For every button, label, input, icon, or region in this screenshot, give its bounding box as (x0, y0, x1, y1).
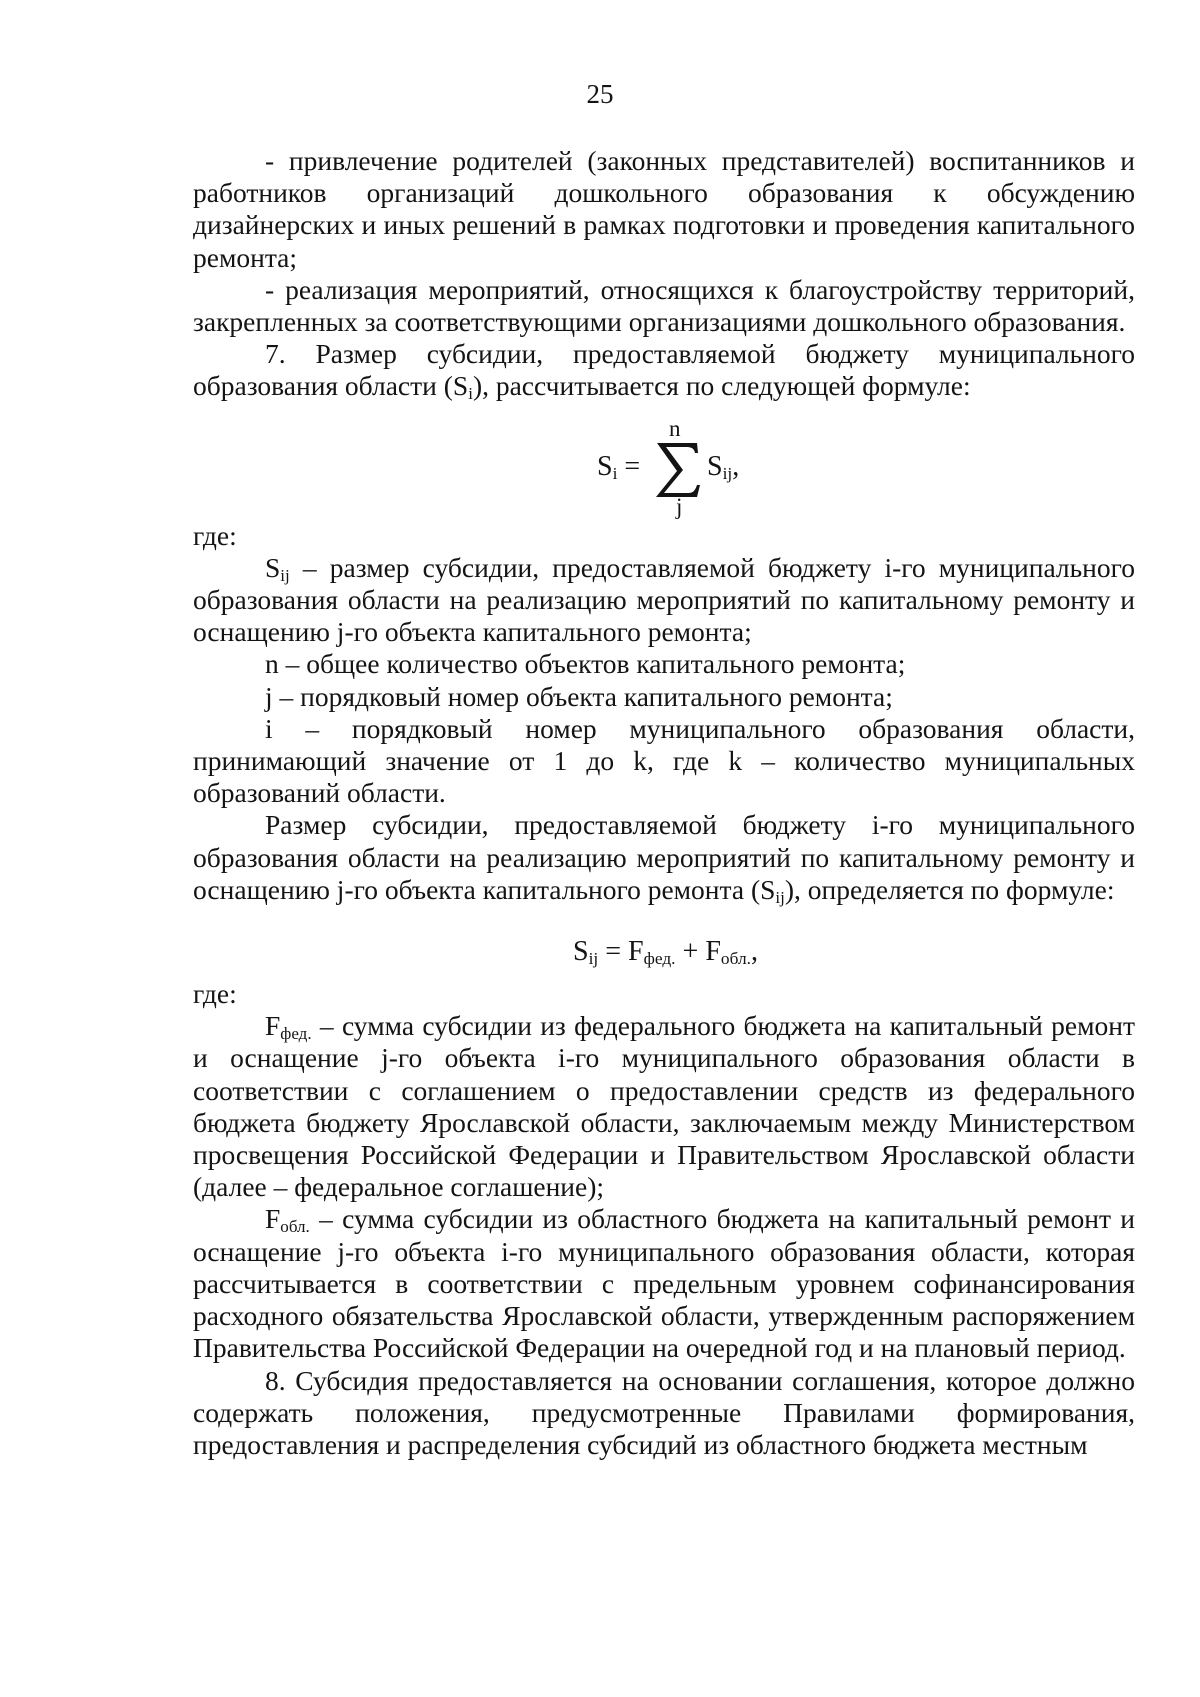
formula2-term2-sub: обл. (720, 948, 751, 968)
definition-n: n – общее количество объектов капитального ремонта; (265, 648, 906, 680)
p7-text-before: 7. Размер субсидии, предоставляемой бюджету муниципального образования области (S (193, 338, 1135, 402)
formula-sij (193, 914, 1135, 978)
formula2-term2-symbol: F (705, 936, 721, 968)
def-ffed-symbol: F (265, 1010, 281, 1042)
paragraph-7-subsidy-size (193, 338, 1135, 402)
sum-lower-index: j (676, 493, 683, 519)
formula1-rhs (707, 451, 739, 483)
formula2-equals: = (598, 936, 629, 968)
def-fobl-text: – сумма субсидии из областного бюджета на капитальный ремонт и оснащение j-го объекта i-го муниципального образования области, которая рассчитывается в соответствии с предельным уровнем софинансирования расходного обязательства Ярославской области, утвержденным распоряжением Правительства Российской Федерации на очередной год и на плановый период. (193, 1203, 1135, 1364)
def-fobl-sub: обл. (280, 1217, 310, 1237)
formula2-lhs-sub: ij (588, 948, 599, 968)
formula1-lhs (597, 451, 640, 483)
paragraph-landscaping: - реализация мероприятий, относящихся к благоустройству территорий, закрепленных за соответствующими организациями дошкольного образования. (193, 273, 1135, 338)
definition-i: i – порядковый номер муниципального образования области, принимающий значение от 1 до k, где k – количество муниципальных образований области. (193, 712, 1135, 809)
paragraph-sij-size (193, 809, 1135, 906)
definition-ffed (193, 1010, 1135, 1203)
def-sij-sub: ij (280, 565, 290, 585)
formula1-rhs-symbol: S (707, 450, 723, 482)
definition-fobl (193, 1203, 1135, 1364)
def-sij-text: – размер субсидии, предоставляемой бюджету i-го муниципального образования области на реализацию мероприятий по капитальному ремонту и оснащению j-го объекта капитального ремонта; (193, 551, 1135, 648)
formula2-expression (573, 936, 758, 968)
p7-subscript: i (468, 384, 473, 404)
page-number: 25 (586, 79, 614, 109)
def-ffed-sub: фед. (280, 1024, 312, 1044)
formula1-lhs-symbol: S (597, 450, 613, 482)
p-sij-subscript: ij (775, 887, 785, 907)
formula1-lhs-sub: i (612, 463, 618, 483)
def-fobl-symbol: F (265, 1203, 281, 1235)
sum-upper-limit: n (669, 415, 681, 441)
paragraph-involvement: - привлечение родителей (законных представителей) воспитанников и работников организаций дошкольного образования к обсуждению дизайнерских и иных решений в рамках подготовки и проведения капитального ремонта; (193, 145, 1135, 273)
p-sij-text-before: Размер субсидии, предоставляемой бюджету i-го муниципального образования области на реализацию мероприятий по капитальному ремонту и оснащению j-го объекта капитального ремонта (S (193, 809, 1135, 905)
document-body (193, 145, 1135, 1461)
p-sij-text-after: ), определяется по формуле: (784, 873, 1115, 905)
formula2-lhs-symbol: S (573, 936, 589, 968)
formula2-term1-sub: фед. (643, 948, 676, 968)
formula2-term1-symbol: F (628, 936, 644, 968)
formula2-tail: , (750, 936, 758, 968)
definition-j: j – порядковый номер объекта капитального ремонта; (265, 680, 893, 712)
paragraph-8-agreement: 8. Субсидия предоставляется на основании соглашения, которое должно содержать положения, предусмотренные Правилами формирования, предоставления и распределения субсидий из областного бюджета местным (193, 1364, 1135, 1460)
formula-sum-si (193, 407, 1135, 520)
definition-sij (193, 552, 1135, 649)
where-label-2: где: (193, 978, 237, 1010)
def-sij-symbol: S (265, 551, 281, 583)
def-ffed-text: – сумма субсидии из федерального бюджета на капитальный ремонт и оснащение j-го объекта i-го муниципального образования области в соответствии с соглашением о предоставлении средств из федерального бюджета бюджету Ярославской области, заключаемым между Министерством просвещения Российской Федерации и Правительством Ярославской области (далее – федеральное соглашение); (193, 1010, 1135, 1203)
p7-text-after: ), рассчитывается по следующей формуле: (472, 370, 971, 402)
formula1-rhs-tail: , (732, 450, 740, 482)
formula2-plus: + (675, 936, 706, 968)
formula1-rhs-sub: ij (722, 463, 733, 483)
where-label-1: где: (193, 519, 237, 551)
formula1-equals: = (624, 450, 641, 482)
